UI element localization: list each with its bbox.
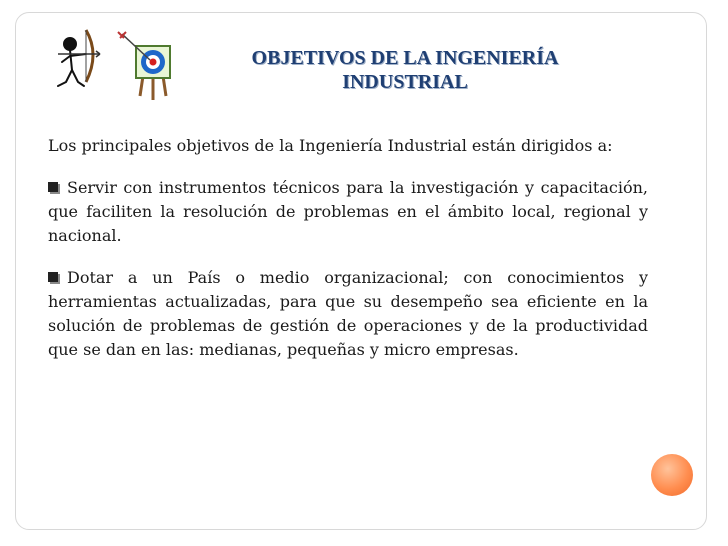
intro-paragraph: Los principales objetivos de la Ingeniería Industrial están dirigidos a:	[48, 136, 613, 155]
slide-body	[48, 134, 648, 380]
slide-title	[215, 46, 595, 94]
bullet-text: Servir con instrumentos técnicos para la investigación y capacitación, que faciliten la resolución de problemas en el ámbito local, regional y nacional.	[48, 178, 648, 245]
square-bullet-icon	[48, 182, 58, 192]
square-bullet-icon	[48, 272, 58, 282]
bullet-item	[48, 176, 648, 248]
bullet-item	[48, 266, 648, 362]
title-line-2: INDUSTRIAL	[342, 71, 468, 93]
bullet-text: Dotar a un País o medio organizacional; con conocimientos y herramientas actualizadas, para que su desempeño sea eficiente en la solución de problemas de gestión de operaciones y de la productividad que se dan en las: medianas, pequeñas y micro empresas.	[48, 268, 648, 359]
title-line-1: OBJETIVOS DE LA INGENIERÍA	[251, 47, 559, 69]
archer-target-icon	[48, 24, 198, 108]
orange-circle-decoration	[651, 454, 693, 496]
